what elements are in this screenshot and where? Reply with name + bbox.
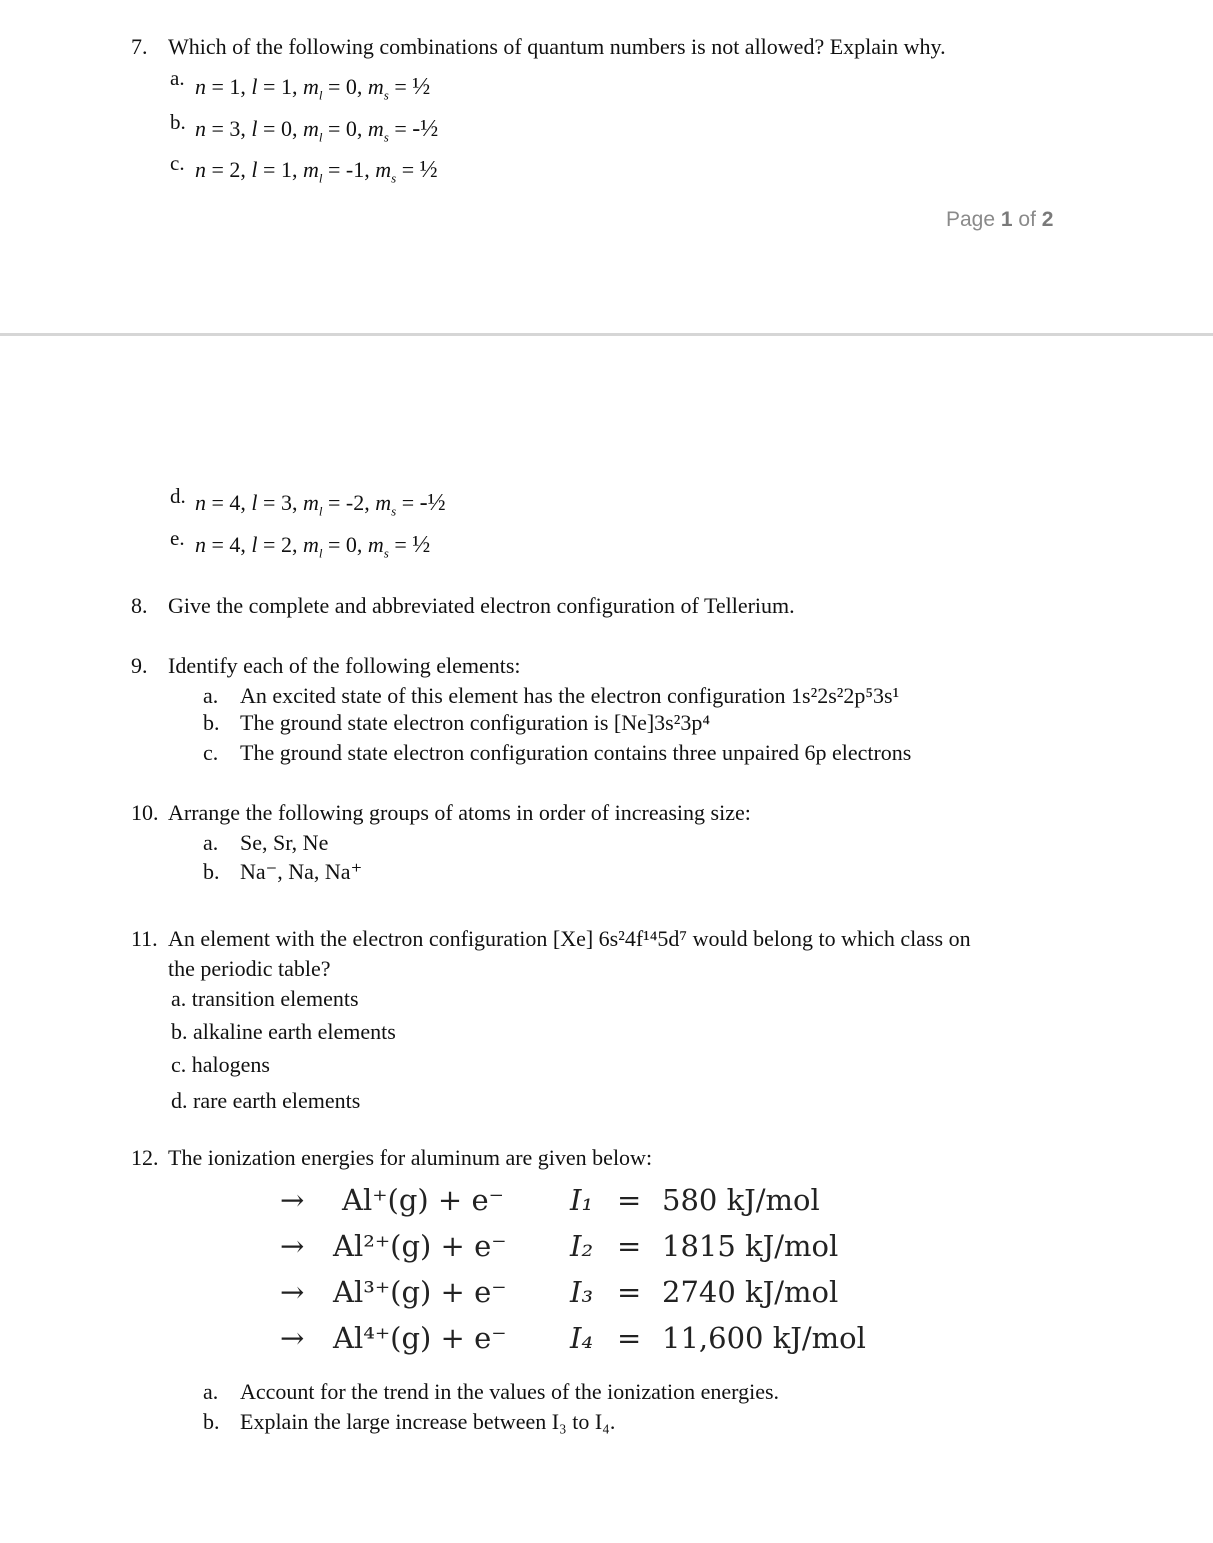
q9-item-b-letter: b. (203, 710, 220, 735)
arrow: → (280, 1275, 305, 1309)
q9-text: Identify each of the following elements: (168, 653, 521, 678)
arrow: → (280, 1229, 305, 1263)
q9-item-a: An excited state of this element has the electron configuration 1s²2s²2p⁵3s¹ (240, 683, 900, 708)
product: Al⁴⁺(g) + e⁻ (333, 1321, 507, 1355)
arrow: → (280, 1183, 305, 1217)
quantum-numbers: n = 1, l = 1, $m_l = 0$, $m_s$ = ½ (195, 74, 431, 103)
q9-item-a-letter: a. (203, 683, 219, 708)
equals: = (617, 1321, 642, 1355)
q9-number: 9. (131, 653, 148, 678)
q11-line2: the periodic table? (168, 956, 331, 981)
q12-item-a-letter: a. (203, 1379, 219, 1404)
page-indicator: Page 1 of 2 (946, 208, 1054, 231)
q8-text: Give the complete and abbreviated electron configuration of Tellerium. (168, 593, 795, 618)
q9-item-c: The ground state electron configuration contains three unpaired 6p electrons (240, 740, 912, 765)
arrow: → (280, 1321, 305, 1355)
q12-item-a: Account for the trend in the values of the ionization energies. (240, 1379, 780, 1404)
ie-value: 11,600 kJ/mol (662, 1321, 866, 1355)
ie-symbol: I₄ (570, 1321, 594, 1355)
ie-symbol: I₃ (570, 1275, 594, 1309)
q9-item-c-letter: c. (203, 740, 219, 765)
q11-choice-d: d. rare earth elements (171, 1088, 361, 1113)
q10-item-a-letter: a. (203, 830, 219, 855)
q11-line1: An element with the electron configuration [Xe] 6s²4f¹⁴5d⁷ would belong to which class on (168, 926, 971, 951)
q10-item-b-letter: b. (203, 859, 220, 884)
option-letter: d. (170, 484, 186, 508)
q9-item-b: The ground state electron configuration is [Ne]3s²3p⁴ (240, 710, 711, 735)
q11-choice-a: a. transition elements (171, 986, 359, 1011)
ie-value: 1815 kJ/mol (662, 1229, 839, 1263)
equals: = (617, 1183, 642, 1217)
ie-value: 580 kJ/mol (662, 1183, 820, 1217)
equals: = (617, 1275, 642, 1309)
q7-text: Which of the following combinations of quantum numbers is not allowed? Explain why. (168, 34, 946, 59)
q10-number: 10. (131, 800, 159, 825)
q11-number: 11. (131, 926, 158, 951)
ie-symbol: I₁ (570, 1183, 594, 1217)
q10-text: Arrange the following groups of atoms in order of increasing size: (168, 800, 751, 825)
q11-choice-b: b. alkaline earth elements (171, 1019, 396, 1044)
option-letter: c. (170, 151, 185, 175)
q12-text: The ionization energies for aluminum are given below: (168, 1145, 653, 1170)
q12-item-b: Explain the large increase between I₃ to I₄. (240, 1409, 616, 1434)
q10-item-a: Se, Sr, Ne (240, 830, 329, 855)
product: Al²⁺(g) + e⁻ (333, 1229, 507, 1263)
page-divider (0, 333, 1213, 336)
ie-symbol: I₂ (570, 1229, 594, 1263)
equals: = (617, 1229, 642, 1263)
q10-item-b: Na⁻, Na, Na⁺ (240, 859, 363, 884)
option-letter: a. (170, 66, 185, 90)
quantum-numbers: n = 4, l = 2, $m_l = 0$, $m_s$ = ½ (195, 532, 431, 561)
q12-number: 12. (131, 1145, 159, 1170)
quantum-numbers: n = 3, l = 0, $m_l = 0$, $m_s$ = -½ (195, 116, 439, 145)
option-letter: e. (170, 526, 185, 550)
option-letter: b. (170, 110, 186, 134)
quantum-numbers: n = 2, l = 1, $m_l = -1$, $m_s$ = ½ (195, 157, 438, 186)
product: Al⁺(g) + e⁻ (342, 1183, 504, 1217)
q8-number: 8. (131, 593, 148, 618)
product: Al³⁺(g) + e⁻ (333, 1275, 507, 1309)
ie-value: 2740 kJ/mol (662, 1275, 839, 1309)
q12-item-b-letter: b. (203, 1409, 220, 1434)
q7-number: 7. (131, 34, 148, 59)
quantum-numbers: n = 4, l = 3, $m_l = -2$, $m_s$ = -½ (195, 490, 446, 519)
q11-choice-c: c. halogens (171, 1052, 270, 1077)
